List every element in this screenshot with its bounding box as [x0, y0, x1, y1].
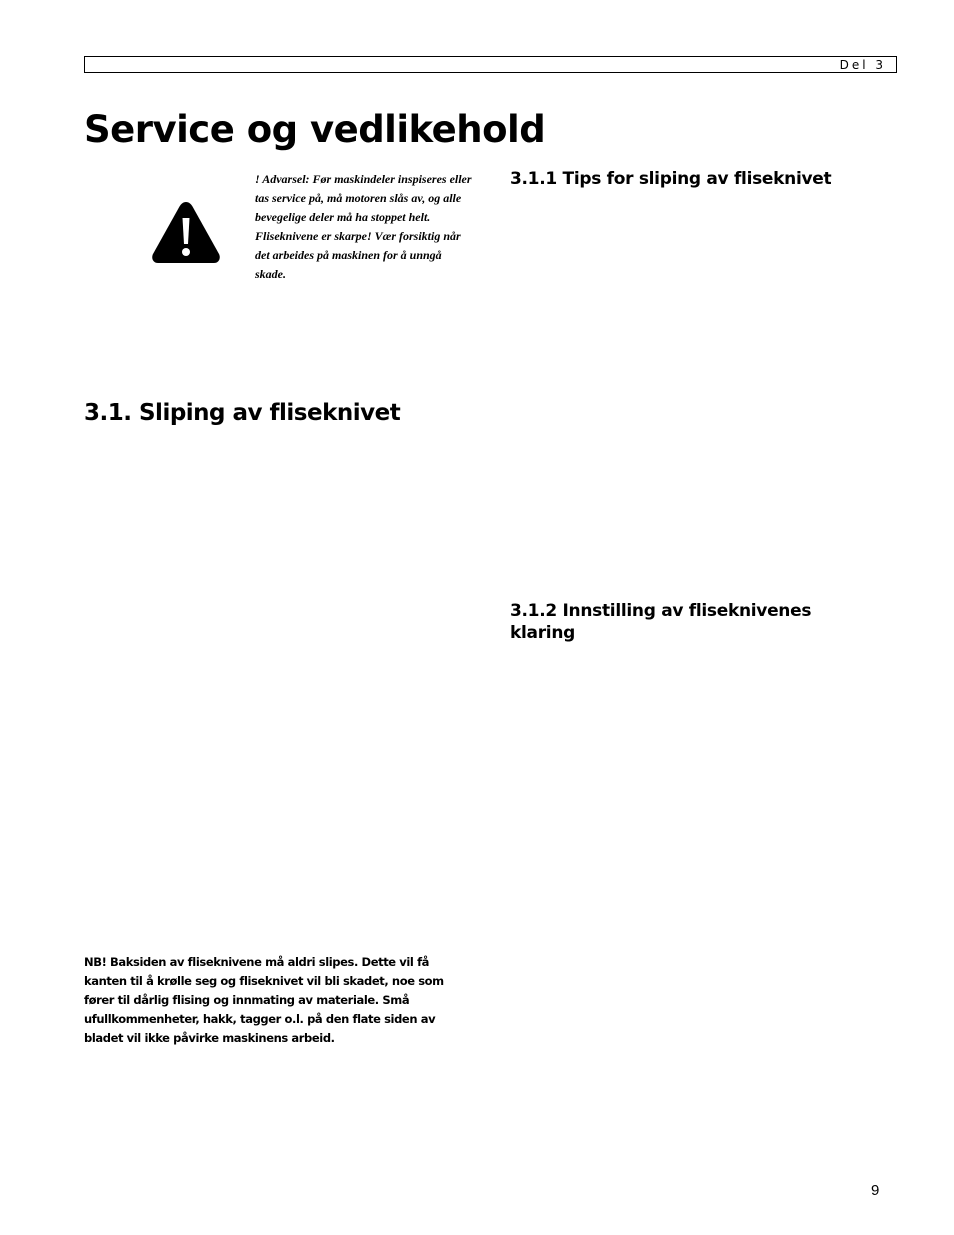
heading-sharpening-tips: 3.1.1 Tips for sliping av fliseknivet	[510, 169, 832, 189]
note-paragraph: NB! Baksiden av fliseknivene må aldri slipes. Dette vil få kanten til å krølle seg og fliseknivet vil bli skadet, noe som fører til dårlig flising og innmating av materiale. Små ufullkommenheter, hakk, tagger o.l. på den flate siden av bladet vil ikke påvirke maskinens arbeid.	[84, 955, 444, 1045]
warning-text: ! Advarsel: Før maskindeler inspiseres eller tas service på, må motoren slås av, og alle bevegelige deler må ha stoppet helt. Fliseknivene er skarpe! Vær forsiktig når det arbeides på maskinen for å unngå skade.	[255, 172, 472, 281]
page-number: 9	[871, 1182, 880, 1199]
section-label: Del 3	[839, 58, 886, 72]
heading-sharpening: 3.1. Sliping av fliseknivet	[84, 400, 401, 426]
heading-blade-clearance: 3.1.2 Innstilling av fliseknivenes klaring	[510, 601, 812, 643]
page-title: Service og vedlikehold	[84, 108, 546, 151]
warning-triangle-icon	[150, 200, 222, 265]
section-header-bar	[84, 56, 897, 73]
